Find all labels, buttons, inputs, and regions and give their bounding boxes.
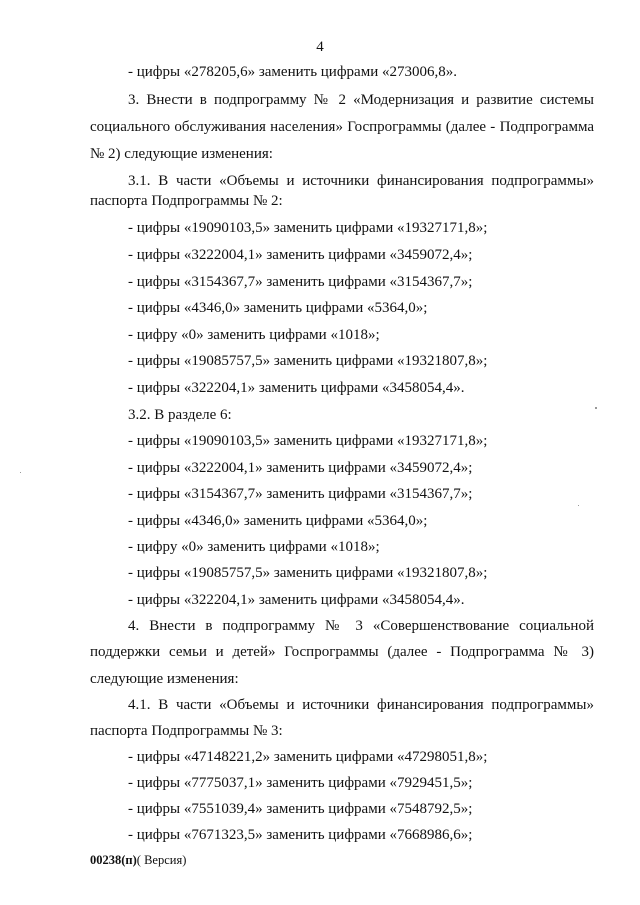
text-line-26: паспорта Подпрограммы № 3: bbox=[90, 723, 283, 739]
text-line-27: - цифры «47148221,2» заменить цифрами «47298051,8»; bbox=[128, 749, 488, 765]
text-line-14: 3.2. В разделе 6: bbox=[128, 407, 232, 423]
scan-speck bbox=[578, 505, 579, 506]
text-line-22: 4. Внести в подпрограмму № 3 «Совершенствование социальной bbox=[128, 618, 594, 634]
text-line-29: - цифры «7551039,4» заменить цифрами «7548792,5»; bbox=[128, 801, 473, 817]
text-line-9: - цифры «3154367,7» заменить цифрами «3154367,7»; bbox=[128, 274, 473, 290]
text-line-18: - цифры «4346,0» заменить цифрами «5364,0»; bbox=[128, 513, 428, 529]
text-line-25: 4.1. В части «Объемы и источники финансирования подпрограммы» bbox=[128, 697, 594, 713]
text-line-28: - цифры «7775037,1» заменить цифрами «7929451,5»; bbox=[128, 775, 473, 791]
text-line-11: - цифру «0» заменить цифрами «1018»; bbox=[128, 327, 380, 343]
text-line-6: паспорта Подпрограммы № 2: bbox=[90, 193, 283, 209]
text-line-21: - цифры «322204,1» заменить цифрами «3458054,4». bbox=[128, 592, 465, 608]
text-line-8: - цифры «3222004,1» заменить цифрами «3459072,4»; bbox=[128, 247, 473, 263]
text-line-13: - цифры «322204,1» заменить цифрами «3458054,4». bbox=[128, 380, 465, 396]
text-line-24: следующие изменения: bbox=[90, 671, 239, 687]
text-line-15: - цифры «19090103,5» заменить цифрами «19327171,8»; bbox=[128, 433, 488, 449]
text-line-4: № 2) следующие изменения: bbox=[90, 146, 273, 162]
text-line-16: - цифры «3222004,1» заменить цифрами «3459072,4»; bbox=[128, 460, 473, 476]
text-line-10: - цифры «4346,0» заменить цифрами «5364,0»; bbox=[128, 300, 428, 316]
scan-speck bbox=[595, 407, 597, 409]
text-line-30: - цифры «7671323,5» заменить цифрами «7668986,6»; bbox=[128, 827, 473, 843]
text-line-19: - цифру «0» заменить цифрами «1018»; bbox=[128, 539, 380, 555]
page-number: 4 bbox=[316, 39, 324, 55]
version-label: ( Версия) bbox=[136, 853, 187, 867]
text-line-12: - цифры «19085757,5» заменить цифрами «19321807,8»; bbox=[128, 353, 488, 369]
text-line-3: социального обслуживания населения» Госпрограммы (далее - Подпрограмма bbox=[90, 119, 594, 135]
footer bbox=[90, 852, 186, 868]
text-line-17: - цифры «3154367,7» заменить цифрами «3154367,7»; bbox=[128, 486, 473, 502]
document-code: 00238(п) bbox=[90, 853, 137, 867]
text-line-2: 3. Внести в подпрограмму № 2 «Модернизация и развитие системы bbox=[128, 92, 594, 108]
text-line-7: - цифры «19090103,5» заменить цифрами «19327171,8»; bbox=[128, 220, 488, 236]
text-line-1: - цифры «278205,6» заменить цифрами «273006,8». bbox=[128, 64, 457, 80]
text-line-20: - цифры «19085757,5» заменить цифрами «19321807,8»; bbox=[128, 565, 488, 581]
text-line-5: 3.1. В части «Объемы и источники финансирования подпрограммы» bbox=[128, 173, 594, 189]
text-line-23: поддержки семьи и детей» Госпрограммы (далее - Подпрограмма № 3) bbox=[90, 644, 594, 660]
scan-speck bbox=[20, 472, 21, 473]
